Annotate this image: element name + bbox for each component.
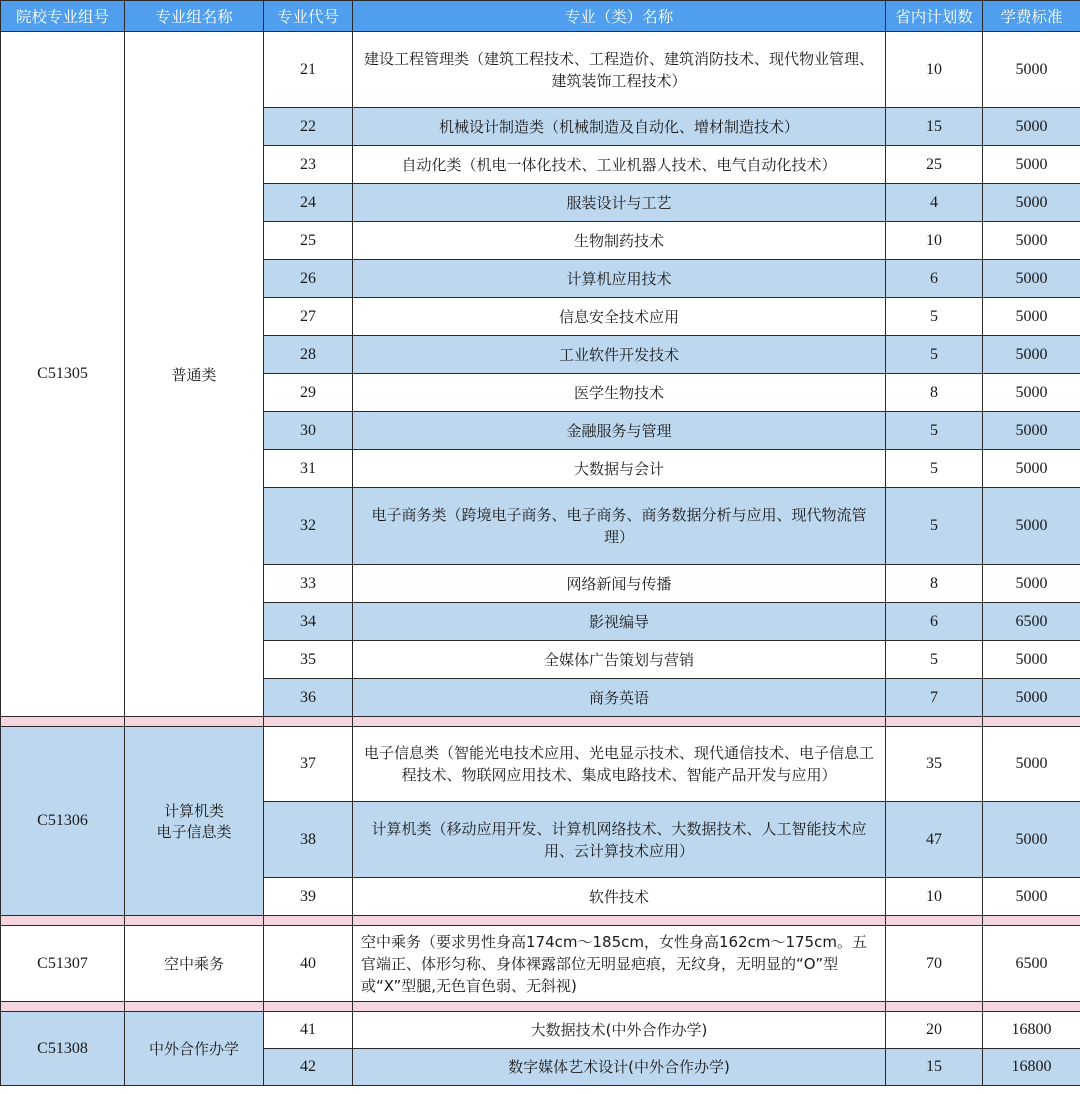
fee-cell: 5000: [983, 336, 1080, 374]
fee-cell: 5000: [983, 565, 1080, 603]
major-code-cell: 40: [264, 926, 353, 1002]
fee-cell: 5000: [983, 412, 1080, 450]
header-plan: 省内计划数: [886, 1, 983, 32]
group-name-cell: [125, 727, 264, 916]
major-code-cell: 39: [264, 878, 353, 916]
major-name-cell: 工业软件开发技术: [353, 336, 886, 374]
plan-cell: 5: [886, 488, 983, 565]
fee-cell: 5000: [983, 298, 1080, 336]
plan-cell: 35: [886, 727, 983, 802]
header-major-code: 专业代号: [264, 1, 353, 32]
plan-cell: 5: [886, 298, 983, 336]
major-name-cell: 医学生物技术: [353, 374, 886, 412]
group-name-line: 计算机类: [163, 802, 224, 820]
major-name-cell: 计算机类（移动应用开发、计算机网络技术、大数据技术、人工智能技术应用、云计算技术应用）: [353, 802, 886, 878]
plan-cell: 70: [886, 926, 983, 1002]
table-row: [1, 926, 1080, 1002]
fee-cell: 5000: [983, 679, 1080, 717]
plan-cell: 4: [886, 184, 983, 222]
major-name-cell: 软件技术: [353, 878, 886, 916]
group-code-cell: C51306: [1, 727, 125, 916]
plan-cell: 15: [886, 108, 983, 146]
plan-cell: 15: [886, 1049, 983, 1086]
fee-cell: 5000: [983, 32, 1080, 108]
major-name-cell: 电子信息类（智能光电技术应用、光电显示技术、现代通信技术、电子信息工程技术、物联网应用技术、集成电路技术、智能产品开发与应用）: [353, 727, 886, 802]
fee-cell: 6500: [983, 603, 1080, 641]
plan-cell: 5: [886, 450, 983, 488]
table-header-row: [1, 1, 1080, 32]
major-name-cell: 计算机应用技术: [353, 260, 886, 298]
group-code-cell: C51307: [1, 926, 125, 1002]
major-code-cell: 25: [264, 222, 353, 260]
fee-cell: 5000: [983, 727, 1080, 802]
group-separator: [1, 1002, 1080, 1012]
major-name-cell: 机械设计制造类（机械制造及自动化、增材制造技术）: [353, 108, 886, 146]
fee-cell: 16800: [983, 1049, 1080, 1086]
major-code-cell: 38: [264, 802, 353, 878]
major-name-cell: 大数据与会计: [353, 450, 886, 488]
major-code-cell: 32: [264, 488, 353, 565]
major-code-cell: 26: [264, 260, 353, 298]
plan-cell: 10: [886, 32, 983, 108]
major-name-cell: 全媒体广告策划与营销: [353, 641, 886, 679]
major-name-cell: 信息安全技术应用: [353, 298, 886, 336]
major-name-cell: 服装设计与工艺: [353, 184, 886, 222]
major-code-cell: 31: [264, 450, 353, 488]
fee-cell: 5000: [983, 184, 1080, 222]
major-name-cell: 商务英语: [353, 679, 886, 717]
major-name-cell: 建设工程管理类（建筑工程技术、工程造价、建筑消防技术、现代物业管理、建筑装饰工程技术）: [353, 32, 886, 108]
group-separator: [1, 717, 1080, 727]
major-code-cell: 33: [264, 565, 353, 603]
major-name-cell: 空中乘务（要求男性身高174cm～185cm，女性身高162cm～175cm。五官端正、体形匀称、身体裸露部位无明显疤痕，无纹身，无明显的“O”型或“X”型腿,无色盲色弱、无斜视): [353, 926, 886, 1002]
plan-cell: 20: [886, 1012, 983, 1049]
major-code-cell: 41: [264, 1012, 353, 1049]
major-name-cell: 网络新闻与传播: [353, 565, 886, 603]
major-name-cell: 大数据技术(中外合作办学): [353, 1012, 886, 1049]
plan-cell: 8: [886, 565, 983, 603]
major-name-cell: 影视编导: [353, 603, 886, 641]
fee-cell: 5000: [983, 488, 1080, 565]
major-code-cell: 28: [264, 336, 353, 374]
header-group-name: 专业组名称: [125, 1, 264, 32]
major-name-cell: 电子商务类（跨境电子商务、电子商务、商务数据分析与应用、现代物流管理）: [353, 488, 886, 565]
major-code-cell: 36: [264, 679, 353, 717]
header-group-code: 院校专业组号: [1, 1, 125, 32]
major-code-cell: 30: [264, 412, 353, 450]
group-code-cell: C51305: [1, 32, 125, 717]
group-separator: [1, 916, 1080, 926]
major-name-cell: 金融服务与管理: [353, 412, 886, 450]
fee-cell: 16800: [983, 1012, 1080, 1049]
major-code-cell: 35: [264, 641, 353, 679]
group-name-line: 电子信息类: [156, 823, 232, 841]
header-fee: 学费标准: [983, 1, 1080, 32]
fee-cell: 5000: [983, 374, 1080, 412]
plan-cell: 8: [886, 374, 983, 412]
major-code-cell: 23: [264, 146, 353, 184]
fee-cell: 5000: [983, 260, 1080, 298]
plan-cell: 10: [886, 222, 983, 260]
fee-cell: 5000: [983, 146, 1080, 184]
major-code-cell: 27: [264, 298, 353, 336]
major-code-cell: 22: [264, 108, 353, 146]
group-code-cell: C51308: [1, 1012, 125, 1086]
major-name-cell: 数字媒体艺术设计(中外合作办学): [353, 1049, 886, 1086]
fee-cell: 6500: [983, 926, 1080, 1002]
group-name-cell: 空中乘务: [125, 926, 264, 1002]
plan-cell: 47: [886, 802, 983, 878]
plan-cell: 7: [886, 679, 983, 717]
table-row: [1, 32, 1080, 108]
table-row: [1, 1012, 1080, 1049]
major-code-cell: 21: [264, 32, 353, 108]
table-row: [1, 727, 1080, 802]
fee-cell: 5000: [983, 108, 1080, 146]
major-code-cell: 37: [264, 727, 353, 802]
major-name-cell: 自动化类（机电一体化技术、工业机器人技术、电气自动化技术）: [353, 146, 886, 184]
plan-cell: 6: [886, 260, 983, 298]
group-name-cell: 中外合作办学: [125, 1012, 264, 1086]
plan-cell: 5: [886, 641, 983, 679]
major-code-cell: 42: [264, 1049, 353, 1086]
plan-cell: 10: [886, 878, 983, 916]
plan-cell: 5: [886, 412, 983, 450]
fee-cell: 5000: [983, 222, 1080, 260]
major-code-cell: 29: [264, 374, 353, 412]
plan-cell: 25: [886, 146, 983, 184]
group-name-cell: 普通类: [125, 32, 264, 717]
plan-cell: 5: [886, 336, 983, 374]
major-name-cell: 生物制药技术: [353, 222, 886, 260]
fee-cell: 5000: [983, 802, 1080, 878]
major-code-cell: 34: [264, 603, 353, 641]
major-code-cell: 24: [264, 184, 353, 222]
header-major-name: 专业（类）名称: [353, 1, 886, 32]
fee-cell: 5000: [983, 878, 1080, 916]
fee-cell: 5000: [983, 641, 1080, 679]
fee-cell: 5000: [983, 450, 1080, 488]
plan-cell: 6: [886, 603, 983, 641]
